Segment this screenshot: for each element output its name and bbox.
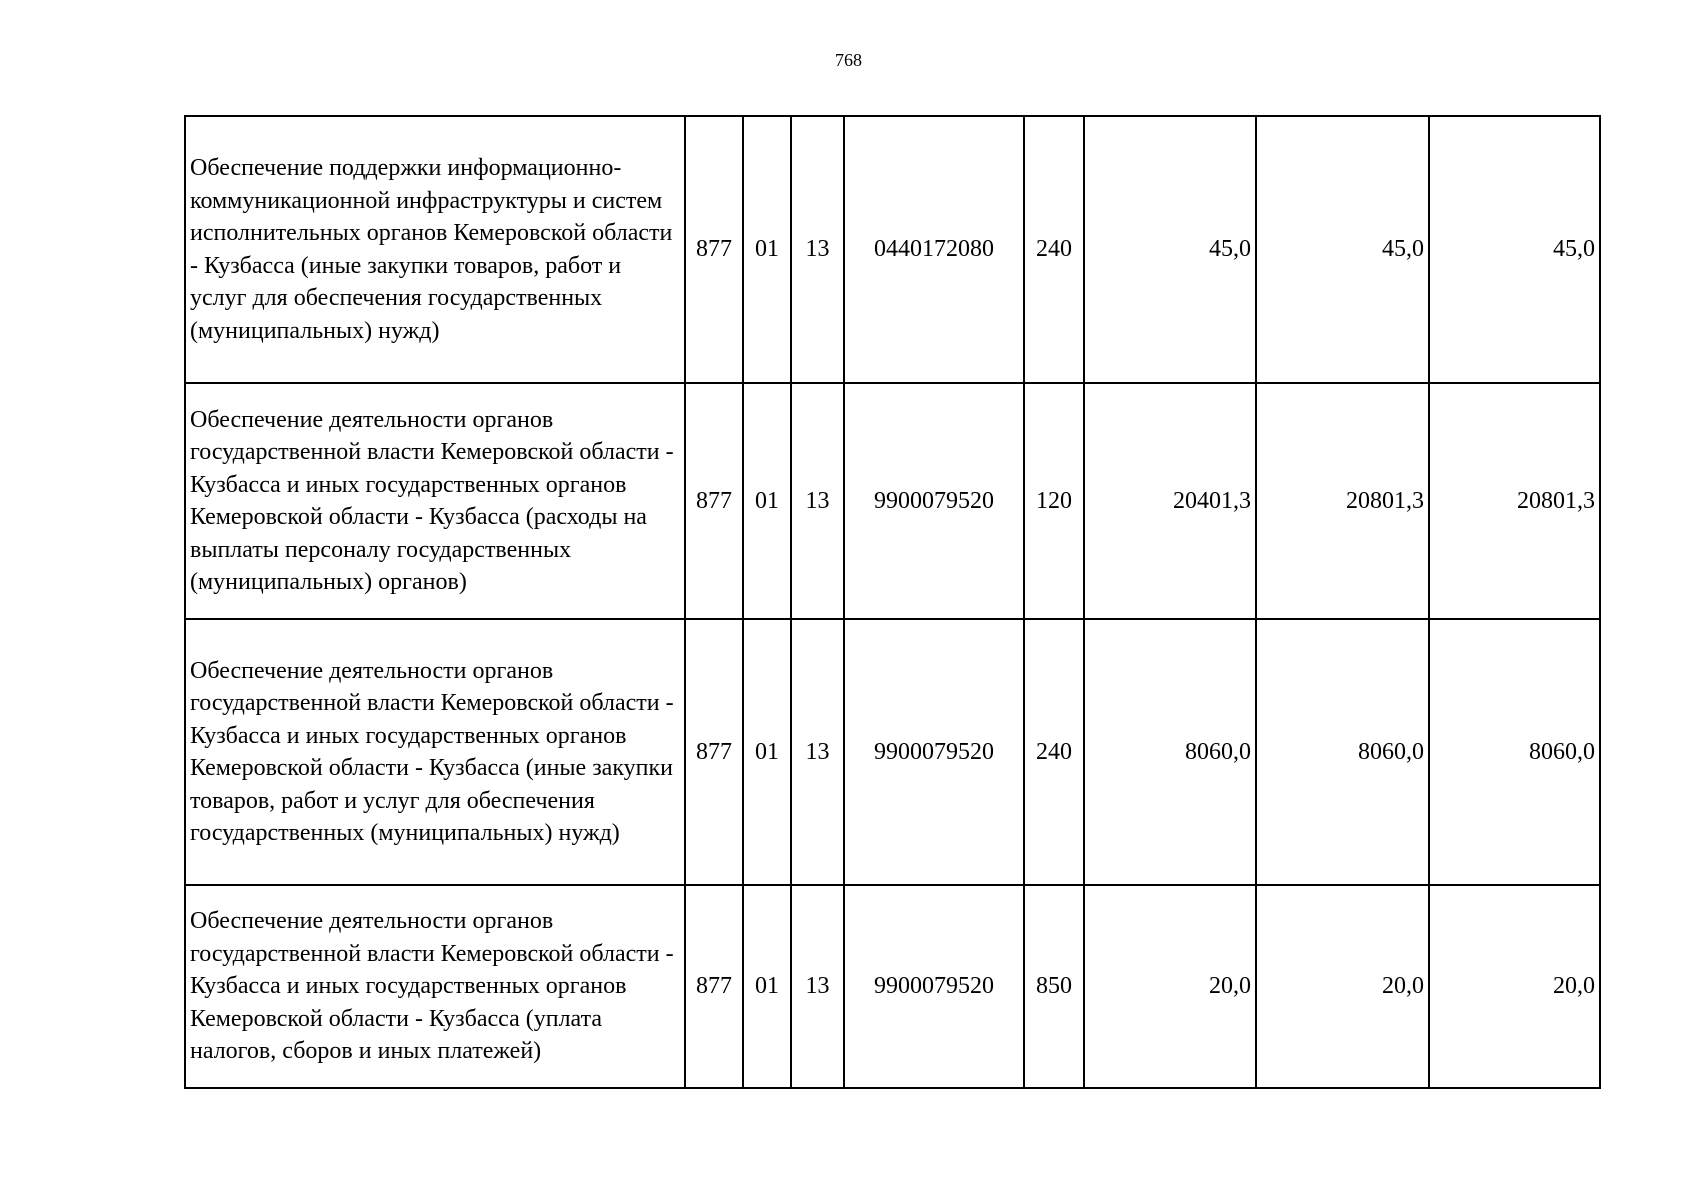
target-article-code: 9900079520 <box>844 885 1024 1088</box>
expense-type-code: 850 <box>1024 885 1084 1088</box>
amount-year-2: 20801,3 <box>1256 383 1429 619</box>
table-row <box>185 383 1600 619</box>
amount-year-3: 45,0 <box>1429 116 1600 383</box>
ministry-code: 877 <box>685 619 743 885</box>
row-description: Обеспечение деятельности органов государственной власти Кемеровской области - Кузбасса и иных государственных органов Кемеровской области - Кузбасса (иные закупки товаров, работ и услуг для обеспечения государственных (муниципальных) нужд) <box>185 619 685 885</box>
amount-year-1: 8060,0 <box>1084 619 1256 885</box>
section-code: 01 <box>743 116 791 383</box>
expense-type-code: 240 <box>1024 619 1084 885</box>
amount-year-1: 20401,3 <box>1084 383 1256 619</box>
amount-year-3: 20801,3 <box>1429 383 1600 619</box>
row-description: Обеспечение деятельности органов государственной власти Кемеровской области - Кузбасса и иных государственных органов Кемеровской области - Кузбасса (расходы на выплаты персоналу государственных (муниципальных) органов) <box>185 383 685 619</box>
amount-year-1: 20,0 <box>1084 885 1256 1088</box>
amount-year-3: 8060,0 <box>1429 619 1600 885</box>
amount-year-2: 45,0 <box>1256 116 1429 383</box>
page-number: 768 <box>835 50 862 70</box>
expense-type-code: 240 <box>1024 116 1084 383</box>
amount-year-2: 8060,0 <box>1256 619 1429 885</box>
ministry-code: 877 <box>685 383 743 619</box>
row-description: Обеспечение деятельности органов государственной власти Кемеровской области - Кузбасса и иных государственных органов Кемеровской области - Кузбасса (уплата налогов, сборов и иных платежей) <box>185 885 685 1088</box>
expense-type-code: 120 <box>1024 383 1084 619</box>
table-row <box>185 885 1600 1088</box>
target-article-code: 9900079520 <box>844 619 1024 885</box>
target-article-code: 9900079520 <box>844 383 1024 619</box>
amount-year-3: 20,0 <box>1429 885 1600 1088</box>
section-code: 01 <box>743 383 791 619</box>
subsection-code: 13 <box>791 116 844 383</box>
row-description: Обеспечение поддержки информационно-коммуникационной инфраструктуры и систем исполнительных органов Кемеровской области - Кузбасса (иные закупки товаров, работ и услуг для обеспечения государственных (муниципальных) нужд) <box>185 116 685 383</box>
subsection-code: 13 <box>791 885 844 1088</box>
subsection-code: 13 <box>791 619 844 885</box>
budget-table <box>184 115 1601 1089</box>
target-article-code: 0440172080 <box>844 116 1024 383</box>
table-row <box>185 116 1600 383</box>
table-row <box>185 619 1600 885</box>
subsection-code: 13 <box>791 383 844 619</box>
section-code: 01 <box>743 619 791 885</box>
ministry-code: 877 <box>685 885 743 1088</box>
amount-year-2: 20,0 <box>1256 885 1429 1088</box>
ministry-code: 877 <box>685 116 743 383</box>
section-code: 01 <box>743 885 791 1088</box>
amount-year-1: 45,0 <box>1084 116 1256 383</box>
